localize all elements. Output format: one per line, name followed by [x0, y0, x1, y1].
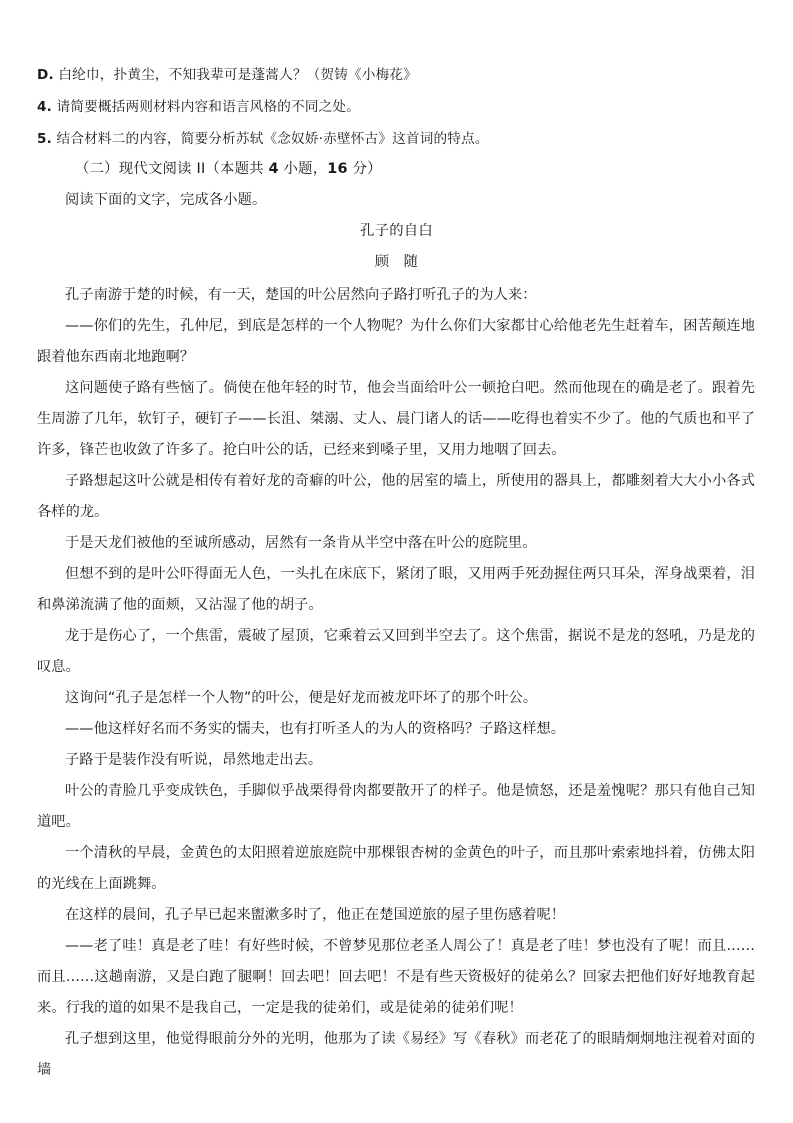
paragraph-5: 于是天龙们被他的至诚所感动，居然有一条肯从半空中落在叶公的庭院里。 [65, 535, 537, 551]
paragraph-6: 但想不到的是叶公吓得面无人色，一头扎在床底下，紧闭了眼，又用两手死劲握住两只耳朵，浑身战栗着，泪和鼻涕流满了他的面颊，又沾湿了他的胡子。 [37, 566, 755, 613]
paragraph-4: 子路想起这叶公就是相传有着好龙的奇癖的叶公，他的居室的墙上，所使用的器具上，都雕刻着大大小小各式各样的龙。 [37, 473, 755, 520]
paragraph-7: 龙于是伤心了，一个焦雷，震破了屋顶，它乘着云又回到半空去了。这个焦雷，据说不是龙的怒吼，乃是龙的叹息。 [37, 628, 755, 675]
paragraph-15: 孔子想到这里，他觉得眼前分外的光明，他那为了读《易经》写《春秋》而老花了的眼睛炯炯地注视着对面的墙 [37, 1031, 755, 1078]
option-d-text: D. 白纶巾，扑黄尘，不知我辈可是蓬蒿人？（贺铸《小梅花》 [37, 67, 418, 83]
paragraph-9: ——他这样好名而不务实的懦夫，也有打听圣人的为人的资格吗？子路这样想。 [65, 721, 566, 737]
paragraph-2: ——你们的先生，孔仲尼，到底是怎样的一个人物呢？为什么你们大家都甘心给他老先生赶着车，困苦颠连地跟着他东西南北地跑啊？ [37, 318, 755, 365]
article-title: 孔子的自白 [360, 223, 433, 239]
paragraph-10: 子路于是装作没有听说，昂然地走出去。 [65, 752, 323, 768]
paragraph-8: 这询问“孔子是怎样一个人物”的叶公，便是好龙而被龙吓坏了的那个叶公。 [65, 690, 538, 706]
paragraph-3: 这问题使子路有些恼了。倘使在他年轻的时节，他会当面给叶公一顿抢白吧。然而他现在的确是老了。跟着先生周游了几年，软钉子，硬钉子——长沮、桀溺、丈人、晨门诸人的话——吃得也着实不少了。他的气质也和平了许多，锋芒也收敛了许多了。抢白叶公的话，已经来到嗓子里，又用力地咽了回去。 [37, 380, 755, 458]
question-5: 5. 结合材料二的内容，简要分析苏轼《念奴娇·赤壁怀古》这首词的特点。 [37, 131, 489, 147]
option-d [37, 66, 417, 84]
paragraph-11: 叶公的青脸几乎变成铁色，手脚似乎战栗得骨肉都要散开了的样子。他是愤怒，还是羞愧呢？那只有他自己知道吧。 [37, 783, 755, 830]
question-4: 4. 请简要概括两则材料内容和语言风格的不同之处。 [37, 99, 361, 115]
paragraph-1: 孔子南游于楚的时候，有一天，楚国的叶公居然向子路打听孔子的为人来： [65, 287, 537, 303]
paragraph-12: 一个清秋的早晨，金黄色的太阳照着逆旅庭院中那棵银杏树的金黄色的叶子，而且那叶索索地抖着，仿佛太阳的光线在上面跳舞。 [37, 845, 755, 892]
paragraph-13: 在这样的晨间，孔子早已起来盥漱多时了，他正在楚国逆旅的屋子里伤感着呢！ [65, 907, 566, 923]
paragraph-14: ——老了哇！真是老了哇！有好些时候，不曾梦见那位老圣人周公了！真是老了哇！梦也没有了呢！而且……而且……这趟南游，又是白跑了腿啊！回去吧！回去吧！不是有些天资极好的徒弟么？回家去把他们好好地教育起来。行我的道的如果不是我自己，一定是我的徒弟们，或是徒弟的徒弟们呢！ [37, 938, 755, 1016]
article-author: 顾 随 [374, 254, 419, 270]
section-heading: （二）现代文阅读 II（本题共 4 小题，16 分） [75, 161, 382, 177]
section-instruction: 阅读下面的文字，完成各小题。 [65, 192, 267, 208]
